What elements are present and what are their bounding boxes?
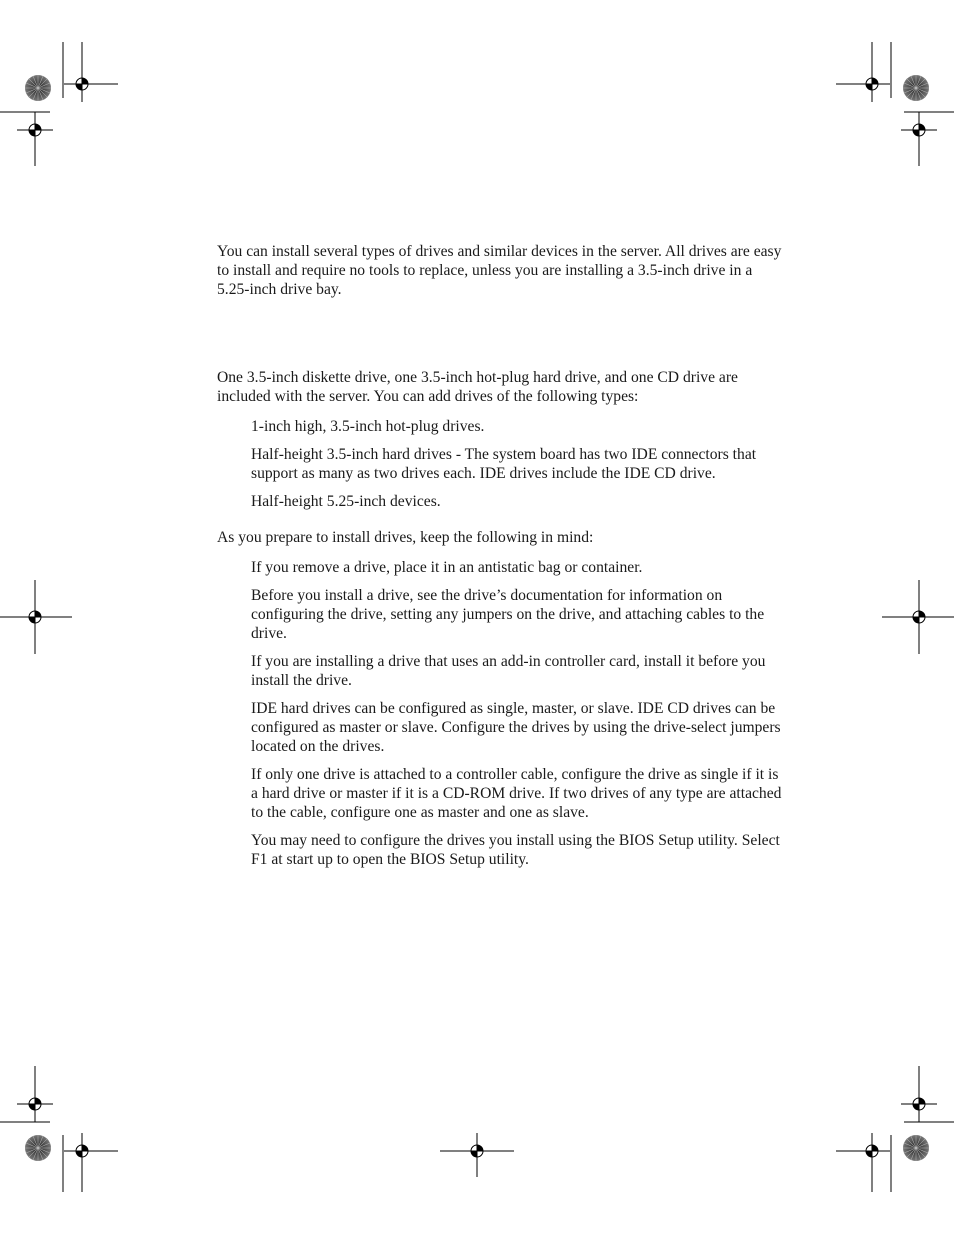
paragraph-gap bbox=[217, 520, 782, 528]
list-item: You may need to configure the drives you install using the BIOS Setup utility. Select F1 at start up to open the BIOS Setup utility. bbox=[251, 832, 780, 868]
registration-mark-middle-right bbox=[882, 580, 954, 654]
crop-mark-bottom-left bbox=[0, 1066, 118, 1192]
registration-mark-middle-left bbox=[0, 580, 72, 654]
list-item: If you are installing a drive that uses an add-in controller card, install it before you install the drive. bbox=[251, 653, 766, 689]
crop-mark-top-left bbox=[0, 42, 118, 166]
list-item: IDE hard drives can be configured as single, master, or slave. IDE CD drives can be configured as master or slave. Configure the drives by using the drive-select jumpers located on the drives. bbox=[251, 700, 781, 755]
list-item: If only one drive is attached to a controller cable, configure the drive as single if it is a hard drive or master if it is a CD-ROM drive. If two drives of any type are attached to the cable, configure one as master and one as slave. bbox=[251, 766, 782, 821]
document-body bbox=[217, 242, 782, 878]
list-item: Half-height 3.5-inch hard drives - The system board has two IDE connectors that support as many as two drives each. IDE drives include the IDE CD drive. bbox=[251, 446, 757, 482]
list-item: Before you install a drive, see the drive’s documentation for information on configuring the drive, setting any jumpers on the drive, and attaching cables to the drive. bbox=[251, 587, 765, 642]
included-drives-paragraph: One 3.5-inch diskette drive, one 3.5-inch hot-plug hard drive, and one CD drive are included with the server. You can add drives of the following types: bbox=[217, 369, 738, 405]
list-item: 1-inch high, 3.5-inch hot-plug drives. bbox=[251, 418, 485, 435]
section-gap bbox=[217, 299, 782, 368]
intro-paragraph: You can install several types of drives and similar devices in the server. All drives are easy to install and require no tools to replace, unless you are installing a 3.5-inch drive in a 5.25-inch drive bay. bbox=[217, 243, 782, 298]
list-item: If you remove a drive, place it in an antistatic bag or container. bbox=[251, 559, 643, 576]
crop-mark-bottom-center bbox=[440, 1133, 514, 1177]
drive-types-list bbox=[217, 417, 782, 511]
tips-list bbox=[217, 558, 782, 869]
crop-mark-top-right bbox=[836, 42, 954, 166]
crop-mark-bottom-right bbox=[836, 1066, 954, 1192]
prepare-paragraph: As you prepare to install drives, keep the following in mind: bbox=[217, 529, 594, 546]
list-item: Half-height 5.25-inch devices. bbox=[251, 493, 441, 510]
